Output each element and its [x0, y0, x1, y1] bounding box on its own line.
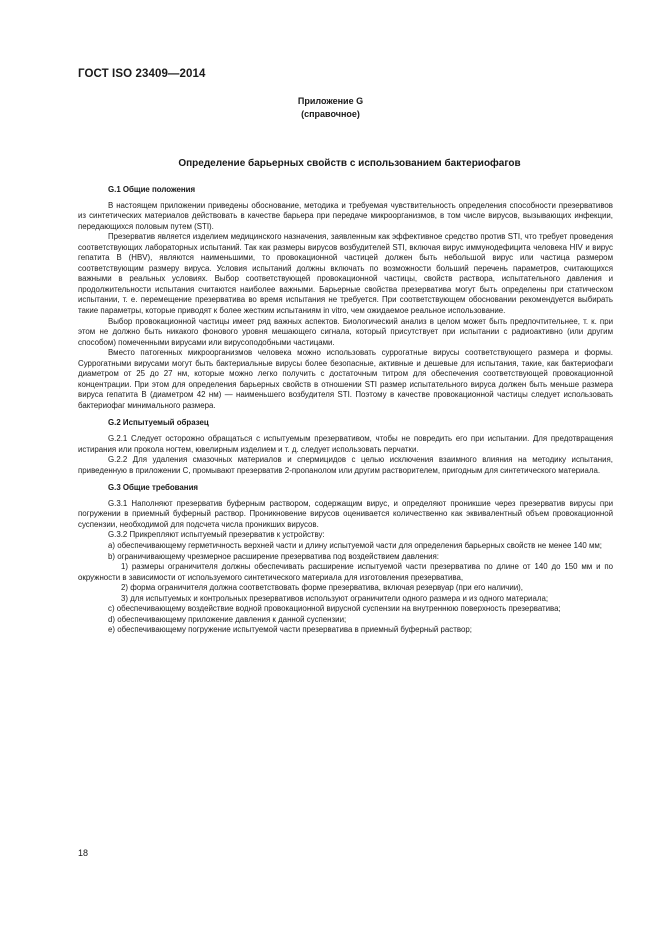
- sub-list-item: 2) форма ограничителя должна соответствовать форме презерватива, включая резервуар (при его наличии),: [121, 583, 523, 593]
- paragraph: Презерватив является изделием медицинского назначения, заявленным как эффективное средство против STI, что требует проведения соответствующих лабораторных испытаний. Так как размеры вирусов возбудителей STI, включая вирус иммунодефицита человека HIV и вирус гепатита B (HBV), являются наименьшими, то провокационной частицей должен быть небольшой вирус или частица размером соответствующим размеру вируса. Условия испытаний должны включать по возможности больший перечень параметров, считающихся важными в реальных условиях. Выбор соответствующей провокационной частицы, свойств раствора, испытательного давления и продолжительности испытания считаются наиболее важными. Барьерные свойства презерватива могут быть определены при статическом испытании, т. е. перемещение презерватива во время испытания не требуется. При соответствующем обосновании рекомендуется выбирать такие параметры, которые приводят к более жестким испытаниям in vitro, чем ожидаемое реальное использование.: [78, 232, 613, 316]
- sub-list-item: 1) размеры ограничителя должны обеспечивать расширение испытуемой части презерватива по длине от 140 до 150 мм и по окружности в зависимости от используемого синтетического материала для изготовления презерватива,: [78, 562, 613, 582]
- list-item: b) ограничивающему чрезмерное расширение презерватива под воздействием давления:: [108, 551, 439, 561]
- annex-title: Приложение G: [297, 96, 364, 106]
- page-number: 18: [78, 848, 89, 858]
- list-item: a) обеспечивающему герметичность верхней части и длину испытуемой части для определения барьерных свойств не менее 140 мм;: [108, 540, 602, 550]
- list-item: e) обеспечивающему погружение испытуемой части презерватива в приемный буферный раствор;: [108, 625, 472, 635]
- paragraph: Выбор провокационной частицы имеет ряд важных аспектов. Биологический анализ в целом может быть предпочтительнее, т. к. при этом не должно быть никакого фонового уровня мешающего сигнала, который присутствует при испытании с радиоактивно (или другим способом) помеченными вирусами или вирусоподобными частицами.: [78, 316, 613, 347]
- list-item: d) обеспечивающему приложение давления к данной суспензии;: [108, 614, 347, 624]
- section-heading-g3: G.3 Общие требования: [108, 483, 199, 493]
- paragraph: Вместо патогенных микроорганизмов человека можно использовать суррогатные вирусы соответствующего размера и формы. Суррогатными вирусами могут быть бактериальные вирусы более безопасные, активные и дешевые для испытания, такие, как бактериофаги диаметром от 25 до 27 нм, которые можно легко получить с достаточным титром для обеспечения соответствующей провокационной концентрации. При этом для определения барьерных свойств в отношении STI размер испытательного вируса должен быть меньше размера вируса гепатита B (диаметром 42 нм) — наименьшего возбудителя STI. Поэтому в качестве провокационной частицы следует использовать бактериофаг минимального размера.: [78, 348, 613, 410]
- paragraph: G.2.2 Для удаления смазочных материалов и спермицидов с целью исключения взаимного влияния на методику испытания, приведенную в приложении C, промывают презерватив 2-пропанолом или другим растворителем, пригодным для синтетического материала.: [78, 455, 613, 475]
- paragraph: G.2.1 Следует осторожно обращаться с испытуемым презервативом, чтобы не повредить его при испытании. Для предотвращения истирания или прокола ногтем, ювелирным изделием и т. д. следует использовать перчатки.: [78, 434, 613, 454]
- section-heading-g1: G.1 Общие положения: [108, 185, 196, 194]
- document-body: [78, 185, 613, 636]
- paragraph: G.3.2 Прикрепляют испытуемый презерватив к устройству:: [108, 530, 325, 540]
- paragraph: В настоящем приложении приведены обоснование, методика и требуемая чувствительность определения способности презервативов из синтетических материалов действовать в качестве барьера при передаче микроорганизмов, в том числе вирусов, вызывающих инфекции, передающихся половым путем (STI).: [78, 200, 613, 231]
- section-heading-g2: G.2 Испытуемый образец: [108, 418, 209, 428]
- page-title: Определение барьерных свойств с использованием бактериофагов: [178, 158, 521, 169]
- list-item: c) обеспечивающему воздействие водной провокационной вирусной суспензии на внутреннюю поверхность презерватива;: [108, 604, 561, 614]
- paragraph: G.3.1 Наполняют презерватив буферным раствором, содержащим вирус, и определяют проникшие через презерватив вирусы при погружении в приемный буферный раствор. Проникновение вирусов оценивается количественно как эквивалентный объем провокационной суспензии, необходимой для подсчета числа проникших вирусов.: [78, 498, 613, 529]
- sub-list-item: 3) для испытуемых и контрольных презервативов используют ограничители одного размера и из одного материала;: [121, 593, 549, 603]
- document-code: ГОСТ ISO 23409—2014: [78, 68, 206, 80]
- annex-note: (справочное): [301, 109, 360, 119]
